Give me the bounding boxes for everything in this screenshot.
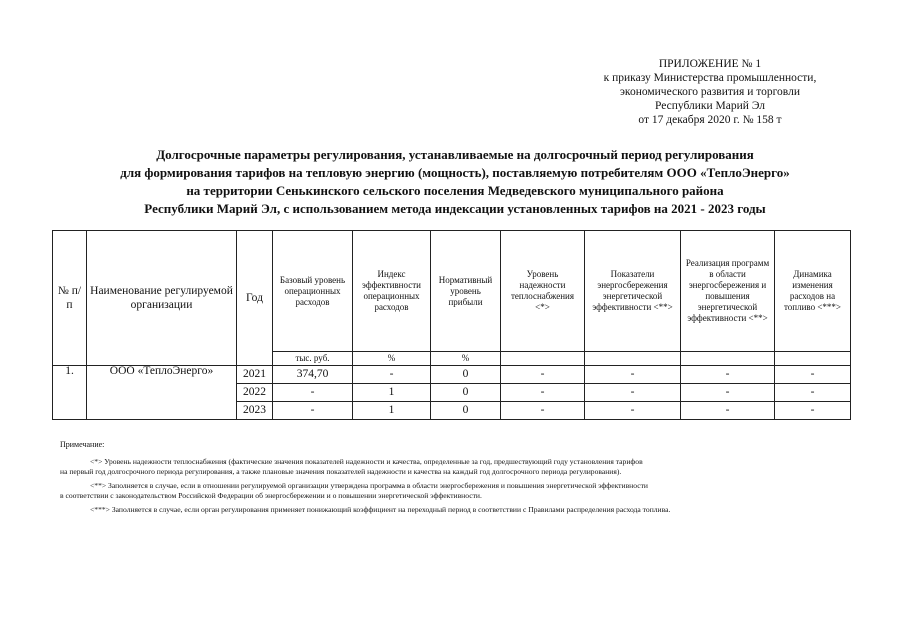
header-org: Наименование регулируемой организации: [87, 231, 237, 366]
notes-section: [60, 440, 850, 519]
cell-programs: -: [681, 366, 775, 384]
header-energy-saving: Показатели энергосбережения энергетической эффективности <**>: [585, 231, 681, 352]
cell-energy: -: [585, 402, 681, 420]
note-1: [60, 457, 850, 477]
cell-programs: -: [681, 384, 775, 402]
unit-empty: [501, 352, 585, 366]
organization-name: ООО «ТеплоЭнерго»: [87, 366, 237, 420]
title-line-1: Долгосрочные параметры регулирования, устанавливаемые на долгосрочный период регулирования: [156, 147, 754, 162]
header-efficiency-index: Индекс эффективности операционных расходов: [353, 231, 431, 352]
note-2: [60, 481, 850, 501]
cell-base: -: [273, 402, 353, 420]
cell-energy: -: [585, 384, 681, 402]
notes-label: Примечание:: [60, 440, 105, 449]
cell-dynamics: -: [775, 384, 851, 402]
cell-year: 2022: [237, 384, 273, 402]
header-programs: Реализация программ в области энергосбережения и повышения энергетической эффективности <**>: [681, 231, 775, 352]
appendix-date-line: от 17 декабря 2020 г. № 158 т: [638, 114, 782, 126]
row-number: 1.: [53, 366, 87, 420]
cell-reliability: -: [501, 366, 585, 384]
header-fuel-dynamics: Динамика изменения расходов на топливо <***>: [775, 231, 851, 352]
cell-index: -: [353, 366, 431, 384]
unit-empty: [585, 352, 681, 366]
cell-reliability: -: [501, 402, 585, 420]
appendix-title: ПРИЛОЖЕНИЕ № 1: [658, 58, 762, 70]
cell-programs: -: [681, 402, 775, 420]
cell-reliability: -: [501, 384, 585, 402]
cell-dynamics: -: [775, 402, 851, 420]
unit-base: тыс. руб.: [273, 352, 353, 366]
header-year: Год: [237, 231, 273, 366]
cell-profit: 0: [431, 384, 501, 402]
document-title: [40, 146, 870, 218]
cell-index: 1: [353, 384, 431, 402]
note-1-line-1: <*> Уровень надежности теплоснабжения (фактические значения показателей надежности и качества, определенные за год, предшествующий году установления тарифов: [90, 457, 643, 466]
cell-profit: 0: [431, 402, 501, 420]
cell-profit: 0: [431, 366, 501, 384]
header-base-costs: Базовый уровень операционных расходов: [273, 231, 353, 352]
cell-dynamics: -: [775, 366, 851, 384]
note-2-line-1: <**> Заполняется в случае, если в отношении регулируемой организации утверждена программа в области энергосбережения и повышения энергетической эффективности: [90, 481, 648, 490]
title-line-2: для формирования тарифов на тепловую энергию (мощность), поставляемую потребителям ООО «ТеплоЭнерго»: [120, 165, 790, 180]
table-header-row: [53, 231, 851, 352]
title-line-3: на территории Сенькинского сельского поселения Медведевского муниципального района: [186, 183, 724, 198]
title-line-4: Республики Марий Эл, с использованием метода индексации установленных тарифов на 2021 - 2023 годы: [144, 201, 766, 216]
parameters-table: [52, 230, 851, 420]
cell-year: 2023: [237, 402, 273, 420]
note-2-line-2: в соответствии с законодательством Российской Федерации об энергосбережении и о повышении энергетической эффективности.: [60, 491, 482, 500]
appendix-header: [560, 57, 860, 127]
header-profit: Нормативный уровень прибыли: [431, 231, 501, 352]
unit-index: %: [353, 352, 431, 366]
cell-energy: -: [585, 366, 681, 384]
note-3: <***> Заполняется в случае, если орган регулирования применяет понижающий коэффициент на переходный период в соответствии с Правилами распределения расхода топлива.: [90, 505, 671, 514]
note-1-line-2: на первый год долгосрочного периода регулирования, а также плановые значения показателей надежности и качества на каждый год долгосрочного периода регулирования).: [60, 467, 622, 476]
header-reliability: Уровень надежности теплоснабжения <*>: [501, 231, 585, 352]
unit-empty: [681, 352, 775, 366]
appendix-ministry-line: экономического развития и торговли: [620, 86, 800, 98]
cell-year: 2021: [237, 366, 273, 384]
appendix-republic-line: Республики Марий Эл: [654, 100, 765, 112]
cell-base: -: [273, 384, 353, 402]
appendix-order-line: к приказу Министерства промышленности,: [603, 72, 817, 84]
unit-empty: [775, 352, 851, 366]
cell-base: 374,70: [273, 366, 353, 384]
table-row: [53, 366, 851, 384]
cell-index: 1: [353, 402, 431, 420]
unit-profit: %: [431, 352, 501, 366]
header-num: № п/п: [53, 231, 87, 366]
